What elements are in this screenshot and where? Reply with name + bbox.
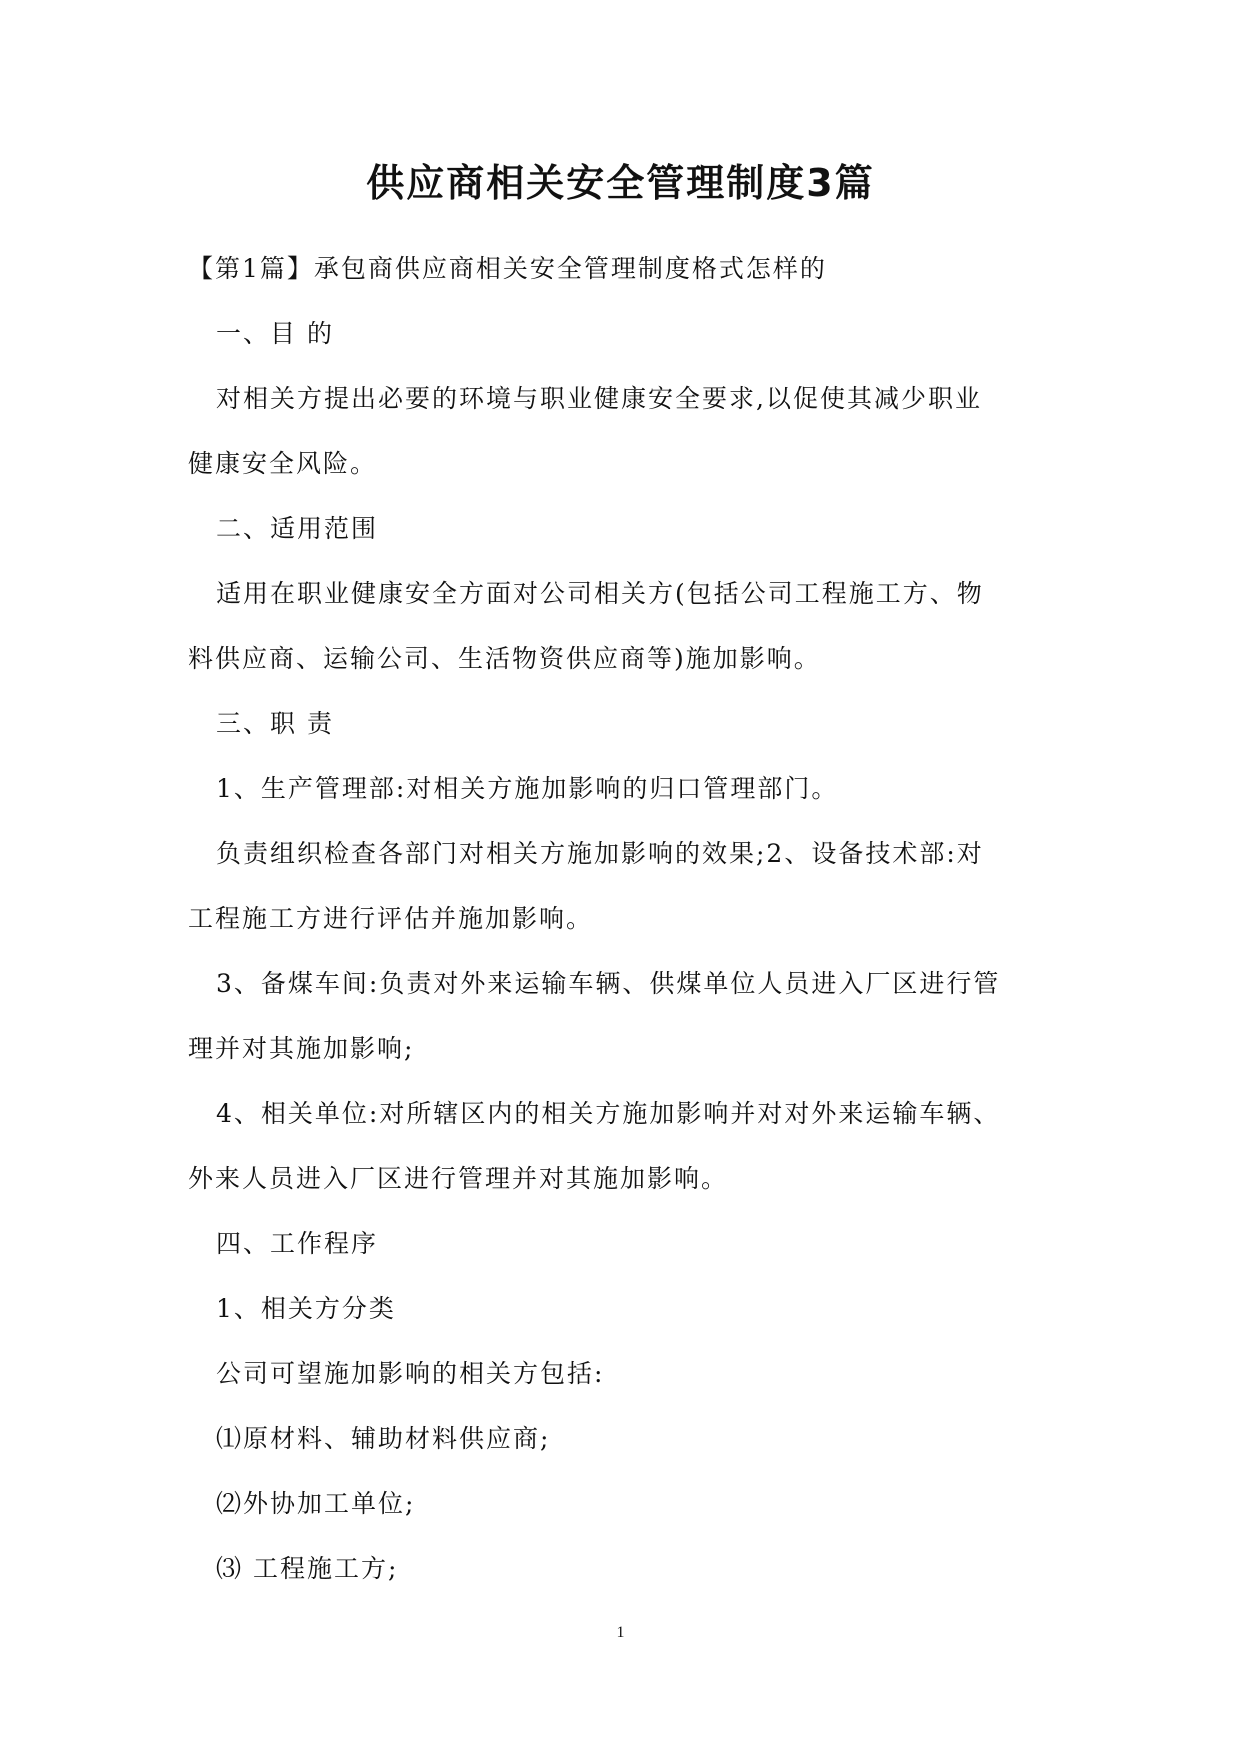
paragraph-line: 公司可望施加影响的相关方包括: bbox=[216, 1359, 605, 1388]
paragraph-line: 1、生产管理部:对相关方施加影响的归口管理部门。 bbox=[216, 774, 839, 803]
paragraph-line: 负责组织检查各部门对相关方施加影响的效果;2、设备技术部:对 bbox=[216, 839, 984, 868]
list-item: ⑴原材料、辅助材料供应商; bbox=[216, 1424, 551, 1453]
section-heading-purpose: 一、目 的 bbox=[216, 319, 334, 348]
paragraph-line: 3、备煤车间:负责对外来运输车辆、供煤单位人员进入厂区进行管 bbox=[216, 969, 1001, 998]
document-body bbox=[188, 236, 1068, 1601]
page-number: 1 bbox=[616, 1624, 625, 1641]
section-heading-responsibilities: 三、职 责 bbox=[216, 709, 334, 738]
subsection-heading: 1、相关方分类 bbox=[216, 1294, 396, 1323]
paragraph-line: 外来人员进入厂区进行管理并对其施加影响。 bbox=[188, 1164, 729, 1193]
document-title: 供应商相关安全管理制度3篇 bbox=[366, 161, 875, 205]
list-item: ⑶ 工程施工方; bbox=[216, 1554, 399, 1583]
section-heading-part-1: 【第1篇】承包商供应商相关安全管理制度格式怎样的 bbox=[188, 254, 827, 283]
paragraph-line: 健康安全风险。 bbox=[188, 449, 378, 478]
section-heading-scope: 二、适用范围 bbox=[216, 514, 379, 543]
list-item: ⑵外协加工单位; bbox=[216, 1489, 416, 1518]
paragraph-line: 理并对其施加影响; bbox=[188, 1034, 415, 1063]
section-heading-procedure: 四、工作程序 bbox=[216, 1229, 379, 1258]
paragraph-line: 工程施工方进行评估并施加影响。 bbox=[188, 904, 594, 933]
paragraph-line: 料供应商、运输公司、生活物资供应商等)施加影响。 bbox=[188, 644, 821, 673]
paragraph-line: 4、相关单位:对所辖区内的相关方施加影响并对对外来运输车辆、 bbox=[216, 1099, 1001, 1128]
paragraph-line: 对相关方提出必要的环境与职业健康安全要求,以促使其减少职业 bbox=[216, 384, 982, 413]
paragraph-line: 适用在职业健康安全方面对公司相关方(包括公司工程施工方、物 bbox=[216, 579, 984, 608]
